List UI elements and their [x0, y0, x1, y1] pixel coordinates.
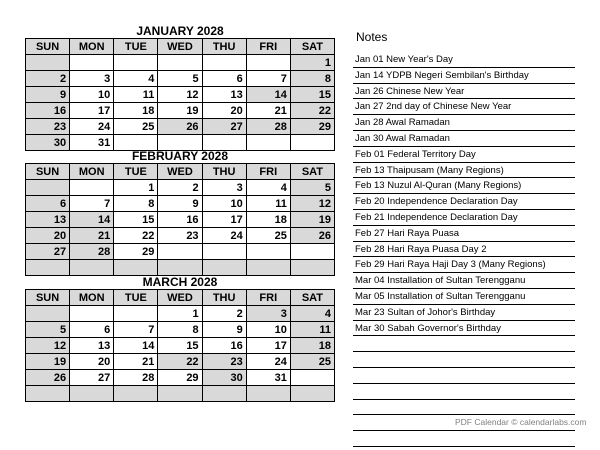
- day-cell: 2: [26, 71, 70, 87]
- day-cell: [26, 260, 70, 276]
- week-row: [26, 322, 335, 338]
- day-cell: 17: [202, 212, 246, 228]
- note-line: Feb 13 Thaipusam (Many Regions): [353, 163, 575, 179]
- day-cell: 30: [26, 135, 70, 151]
- day-cell: 18: [290, 338, 334, 354]
- day-cell: 1: [290, 55, 334, 71]
- day-cell: 6: [202, 71, 246, 87]
- day-cell: 8: [290, 71, 334, 87]
- day-cell: 24: [246, 354, 290, 370]
- note-line: [353, 431, 575, 447]
- day-cell: 28: [246, 119, 290, 135]
- note-line: Jan 01 New Year's Day: [353, 52, 575, 68]
- day-cell: 31: [70, 135, 114, 151]
- day-cell: 12: [158, 87, 202, 103]
- day-cell: 21: [114, 354, 158, 370]
- day-cell: 13: [70, 338, 114, 354]
- day-cell: 5: [26, 322, 70, 338]
- calendar-january: [25, 24, 335, 151]
- day-cell: 11: [246, 196, 290, 212]
- weekday-header: MON: [70, 164, 114, 180]
- day-cell: [246, 55, 290, 71]
- day-cell: 19: [290, 212, 334, 228]
- note-line: Mar 23 Sultan of Johor's Birthday: [353, 305, 575, 321]
- day-cell: [70, 386, 114, 402]
- day-cell: 15: [114, 212, 158, 228]
- week-row: [26, 228, 335, 244]
- weekday-header: SUN: [26, 39, 70, 55]
- day-cell: 20: [70, 354, 114, 370]
- day-cell: 27: [26, 244, 70, 260]
- day-cell: 14: [246, 87, 290, 103]
- note-line: Jan 27 2nd day of Chinese New Year: [353, 99, 575, 115]
- day-cell: [246, 260, 290, 276]
- week-row: [26, 119, 335, 135]
- day-cell: [202, 386, 246, 402]
- day-cell: [114, 386, 158, 402]
- day-cell: 30: [202, 370, 246, 386]
- day-cell: [26, 306, 70, 322]
- day-cell: 23: [158, 228, 202, 244]
- day-cell: 25: [246, 228, 290, 244]
- month-grid: [25, 163, 335, 276]
- day-cell: 4: [114, 71, 158, 87]
- day-cell: 28: [114, 370, 158, 386]
- day-cell: 12: [26, 338, 70, 354]
- weekday-header: MON: [70, 290, 114, 306]
- weekday-header: THU: [202, 164, 246, 180]
- weekday-header: TUE: [114, 164, 158, 180]
- day-cell: 16: [26, 103, 70, 119]
- day-cell: 4: [290, 306, 334, 322]
- day-cell: [70, 180, 114, 196]
- month-title: FEBRUARY 2028: [131, 149, 229, 163]
- note-line: Feb 21 Independence Declaration Day: [353, 210, 575, 226]
- day-cell: 7: [114, 322, 158, 338]
- day-cell: 6: [70, 322, 114, 338]
- day-cell: 21: [70, 228, 114, 244]
- day-cell: 29: [158, 370, 202, 386]
- day-cell: 20: [26, 228, 70, 244]
- weekday-header: TUE: [114, 39, 158, 55]
- day-cell: 14: [114, 338, 158, 354]
- day-cell: 11: [290, 322, 334, 338]
- day-cell: [202, 55, 246, 71]
- week-row: [26, 212, 335, 228]
- day-cell: 9: [26, 87, 70, 103]
- notes-title: Notes: [356, 30, 388, 44]
- day-cell: [70, 260, 114, 276]
- day-cell: 29: [114, 244, 158, 260]
- day-cell: 10: [246, 322, 290, 338]
- day-cell: 12: [290, 196, 334, 212]
- day-cell: [290, 260, 334, 276]
- day-cell: 9: [158, 196, 202, 212]
- weekday-header: FRI: [246, 39, 290, 55]
- day-cell: 15: [290, 87, 334, 103]
- day-cell: 19: [26, 354, 70, 370]
- day-cell: 26: [290, 228, 334, 244]
- day-cell: [114, 306, 158, 322]
- note-line: Mar 30 Sabah Governor's Birthday: [353, 321, 575, 337]
- day-cell: 24: [202, 228, 246, 244]
- month-grid: [25, 289, 335, 402]
- calendar-march: [25, 275, 335, 402]
- weekday-header: THU: [202, 39, 246, 55]
- day-cell: 3: [202, 180, 246, 196]
- day-cell: [158, 55, 202, 71]
- day-cell: 21: [246, 103, 290, 119]
- day-cell: 16: [158, 212, 202, 228]
- week-row: [26, 103, 335, 119]
- weekday-header: TUE: [114, 290, 158, 306]
- day-cell: [158, 260, 202, 276]
- week-row: [26, 196, 335, 212]
- note-line: Feb 20 Independence Declaration Day: [353, 194, 575, 210]
- day-cell: 5: [158, 71, 202, 87]
- week-row: [26, 260, 335, 276]
- weekday-header: SAT: [290, 39, 334, 55]
- note-line: Jan 28 Awal Ramadan: [353, 115, 575, 131]
- day-cell: 3: [246, 306, 290, 322]
- day-cell: [290, 244, 334, 260]
- note-line: Jan 26 Chinese New Year: [353, 84, 575, 100]
- week-row: [26, 180, 335, 196]
- day-cell: 23: [26, 119, 70, 135]
- week-row: [26, 87, 335, 103]
- day-cell: [70, 55, 114, 71]
- note-line: Feb 13 Nuzul Al-Quran (Many Regions): [353, 178, 575, 194]
- day-cell: [246, 386, 290, 402]
- day-cell: 24: [70, 119, 114, 135]
- day-cell: [26, 386, 70, 402]
- day-cell: 19: [158, 103, 202, 119]
- week-row: [26, 386, 335, 402]
- weekday-header: SAT: [290, 290, 334, 306]
- day-cell: [202, 244, 246, 260]
- weekday-header: WED: [158, 39, 202, 55]
- day-cell: [202, 260, 246, 276]
- day-cell: 18: [114, 103, 158, 119]
- day-cell: 25: [290, 354, 334, 370]
- day-cell: [246, 244, 290, 260]
- day-cell: 20: [202, 103, 246, 119]
- note-line: Feb 28 Hari Raya Puasa Day 2: [353, 242, 575, 258]
- day-cell: 22: [290, 103, 334, 119]
- day-cell: [290, 370, 334, 386]
- day-cell: 5: [290, 180, 334, 196]
- day-cell: 2: [158, 180, 202, 196]
- weekday-header: SUN: [26, 290, 70, 306]
- note-line: Jan 14 YDPB Negeri Sembilan's Birthday: [353, 68, 575, 84]
- day-cell: 26: [26, 370, 70, 386]
- weekday-header: SAT: [290, 164, 334, 180]
- day-cell: 22: [158, 354, 202, 370]
- day-cell: 26: [158, 119, 202, 135]
- day-cell: 1: [114, 180, 158, 196]
- day-cell: 2: [202, 306, 246, 322]
- day-cell: 28: [70, 244, 114, 260]
- day-cell: 7: [246, 71, 290, 87]
- day-cell: 13: [202, 87, 246, 103]
- week-row: [26, 306, 335, 322]
- day-cell: 16: [202, 338, 246, 354]
- week-row: [26, 370, 335, 386]
- day-cell: [158, 244, 202, 260]
- day-cell: [114, 55, 158, 71]
- week-row: [26, 338, 335, 354]
- day-cell: [114, 260, 158, 276]
- note-line: [353, 384, 575, 400]
- weekday-header: WED: [158, 164, 202, 180]
- day-cell: 29: [290, 119, 334, 135]
- note-line: [353, 368, 575, 384]
- day-cell: 25: [114, 119, 158, 135]
- day-cell: [26, 180, 70, 196]
- note-line: Mar 05 Installation of Sultan Terengganu: [353, 289, 575, 305]
- day-cell: 15: [158, 338, 202, 354]
- calendar-february: [25, 149, 335, 276]
- note-line: Mar 04 Installation of Sultan Terengganu: [353, 273, 575, 289]
- footer-credit: PDF Calendar © calendarlabs.com: [455, 417, 587, 427]
- note-line: [353, 336, 575, 352]
- day-cell: 10: [202, 196, 246, 212]
- month-title: JANUARY 2028: [136, 24, 224, 38]
- note-line: Feb 27 Hari Raya Puasa: [353, 226, 575, 242]
- day-cell: 10: [70, 87, 114, 103]
- week-row: [26, 55, 335, 71]
- day-cell: 13: [26, 212, 70, 228]
- day-cell: [158, 386, 202, 402]
- notes-list: [353, 52, 575, 447]
- note-line: Jan 30 Awal Ramadan: [353, 131, 575, 147]
- weekday-header: SUN: [26, 164, 70, 180]
- weekday-header: WED: [158, 290, 202, 306]
- day-cell: 22: [114, 228, 158, 244]
- day-cell: 9: [202, 322, 246, 338]
- day-cell: 31: [246, 370, 290, 386]
- weekday-header: FRI: [246, 164, 290, 180]
- day-cell: 11: [114, 87, 158, 103]
- weekday-header: MON: [70, 39, 114, 55]
- note-line: [353, 400, 575, 416]
- day-cell: 4: [246, 180, 290, 196]
- note-line: Feb 29 Hari Raya Haji Day 3 (Many Regions): [353, 257, 575, 273]
- day-cell: 27: [202, 119, 246, 135]
- month-grid: [25, 38, 335, 151]
- week-row: [26, 354, 335, 370]
- day-cell: 6: [26, 196, 70, 212]
- day-cell: 23: [202, 354, 246, 370]
- day-cell: 8: [158, 322, 202, 338]
- week-row: [26, 71, 335, 87]
- day-cell: 1: [158, 306, 202, 322]
- note-line: [353, 352, 575, 368]
- day-cell: 17: [70, 103, 114, 119]
- week-row: [26, 244, 335, 260]
- day-cell: 14: [70, 212, 114, 228]
- day-cell: 27: [70, 370, 114, 386]
- day-cell: 7: [70, 196, 114, 212]
- month-title: MARCH 2028: [142, 275, 218, 289]
- weekday-header: THU: [202, 290, 246, 306]
- weekday-header: FRI: [246, 290, 290, 306]
- day-cell: 8: [114, 196, 158, 212]
- day-cell: [26, 55, 70, 71]
- day-cell: 17: [246, 338, 290, 354]
- day-cell: 3: [70, 71, 114, 87]
- day-cell: [70, 306, 114, 322]
- day-cell: [290, 386, 334, 402]
- day-cell: 18: [246, 212, 290, 228]
- note-line: Feb 01 Federal Territory Day: [353, 147, 575, 163]
